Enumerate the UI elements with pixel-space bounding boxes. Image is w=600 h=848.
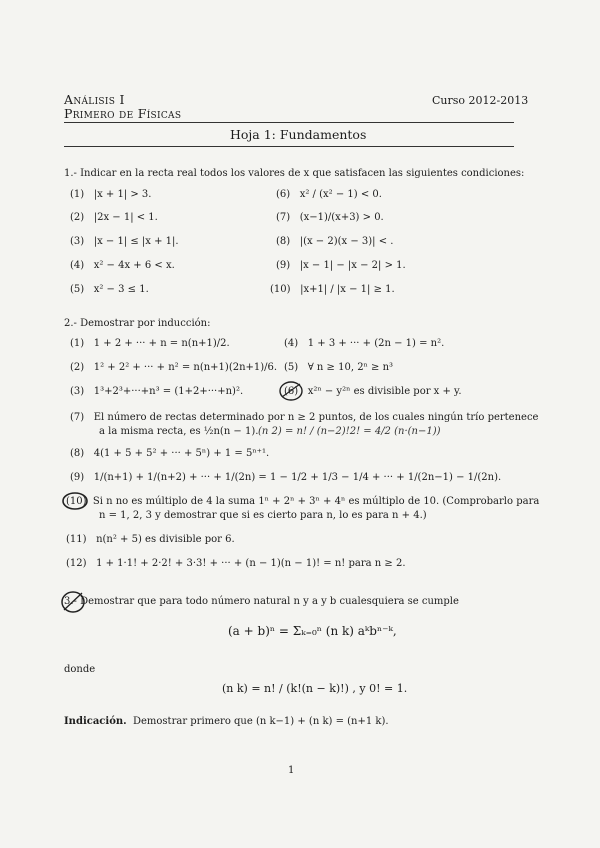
s2-item-12: (12) 1 + 1·1! + 2·2! + 3·3! + ··· + (n − 1)(n − 1)! = n! para n ≥ 2. bbox=[66, 558, 406, 569]
s2-item-7-cont: a la misma recta, es ½n(n − 1). bbox=[99, 426, 259, 437]
s2-item-11: (11) n(n² + 5) es divisible por 6. bbox=[66, 534, 235, 545]
course-name: Análisis I bbox=[64, 92, 125, 107]
year-label: Primero de Físicas bbox=[64, 106, 182, 121]
hand-circle-mark-10 bbox=[60, 490, 90, 512]
s1-item-2: (2) |2x − 1| < 1. bbox=[70, 212, 158, 223]
binomial-formula: (a + b)ⁿ = Σₖ₌₀ⁿ (n k) aᵏbⁿ⁻ᵏ, bbox=[228, 624, 397, 638]
s1-item-10: (10) |x+1| / |x − 1| ≥ 1. bbox=[270, 284, 395, 295]
sheet-title: Hoja 1: Fundamentos bbox=[230, 127, 367, 142]
title-rule bbox=[64, 146, 514, 147]
s2-item-10: (10) Si n no es múltiplo de 4 la suma 1ⁿ + 2ⁿ + 3ⁿ + 4ⁿ es múltiplo de 10. (Comprobarlo para bbox=[66, 496, 540, 507]
s1-item-3: (3) |x − 1| ≤ |x + 1|. bbox=[70, 236, 179, 247]
s2-item-8: (8) 4(1 + 5 + 5² + ··· + 5ⁿ) + 1 = 5ⁿ⁺¹. bbox=[70, 448, 270, 459]
section3-heading: 3.- Demostrar que para todo número natural n y a y b cualesquiera se cumple bbox=[64, 596, 459, 607]
s2-item-3: (3) 1³+2³+···+n³ = (1+2+···+n)². bbox=[70, 386, 244, 397]
donde-label: donde bbox=[64, 664, 96, 675]
page-number: 1 bbox=[288, 765, 295, 776]
s1-item-7: (7) (x−1)/(x+3) > 0. bbox=[276, 212, 384, 223]
s2-item-1: (1) 1 + 2 + ··· + n = n(n+1)/2. bbox=[70, 338, 230, 349]
hint bbox=[64, 716, 389, 727]
s1-item-6: (6) x² / (x² − 1) < 0. bbox=[276, 189, 382, 200]
s2-item-9: (9) 1/(n+1) + 1/(n+2) + ··· + 1/(2n) = 1 − 1/2 + 1/3 − 1/4 + ··· + 1/(2n−1) − 1/(2n). bbox=[70, 472, 502, 483]
hint-text: Demostrar primero que (n k−1) + (n k) = (n+1 k). bbox=[132, 716, 389, 727]
s2-item-10-cont: n = 1, 2, 3 y demostrar que si es cierto para n, lo es para n + 4.) bbox=[99, 510, 427, 521]
s1-item-4: (4) x² − 4x + 6 < x. bbox=[70, 260, 175, 271]
hint-label: Indicación. bbox=[64, 716, 127, 727]
binomial-definition: (n k) = n! / (k!(n − k)!) , y 0! = 1. bbox=[222, 682, 408, 695]
header-rule bbox=[64, 122, 514, 123]
s1-item-9: (9) |x − 1| − |x − 2| > 1. bbox=[276, 260, 406, 271]
s2-item-7: (7) El número de rectas determinado por n ≥ 2 puntos, de los cuales ningún trío pertenece bbox=[70, 412, 539, 423]
s1-item-1: (1) |x + 1| > 3. bbox=[70, 189, 152, 200]
section1-heading: 1.- Indicar en la recta real todos los valores de x que satisfacen las siguientes condiciones: bbox=[64, 168, 525, 179]
term-label: Curso 2012-2013 bbox=[432, 94, 529, 107]
s2-item-5: (5) ∀ n ≥ 10, 2ⁿ ≥ n³ bbox=[284, 362, 394, 373]
s2-item-2: (2) 1² + 2² + ··· + n² = n(n+1)(2n+1)/6. bbox=[70, 362, 278, 373]
section2-heading: 2.- Demostrar por inducción: bbox=[64, 318, 211, 329]
s1-item-5: (5) x² − 3 ≤ 1. bbox=[70, 284, 149, 295]
s2-item-4: (4) 1 + 3 + ··· + (2n − 1) = n². bbox=[284, 338, 445, 349]
handwritten-margin-note: (n 2) = n! / (n−2)!2! = 4/2 (n·(n−1)) bbox=[258, 426, 441, 437]
hand-circle-mark bbox=[278, 379, 304, 403]
s2-item-6: (6) x²ⁿ − y²ⁿ es divisible por x + y. bbox=[284, 386, 462, 397]
s1-item-8: (8) |(x − 2)(x − 3)| < . bbox=[276, 236, 394, 247]
